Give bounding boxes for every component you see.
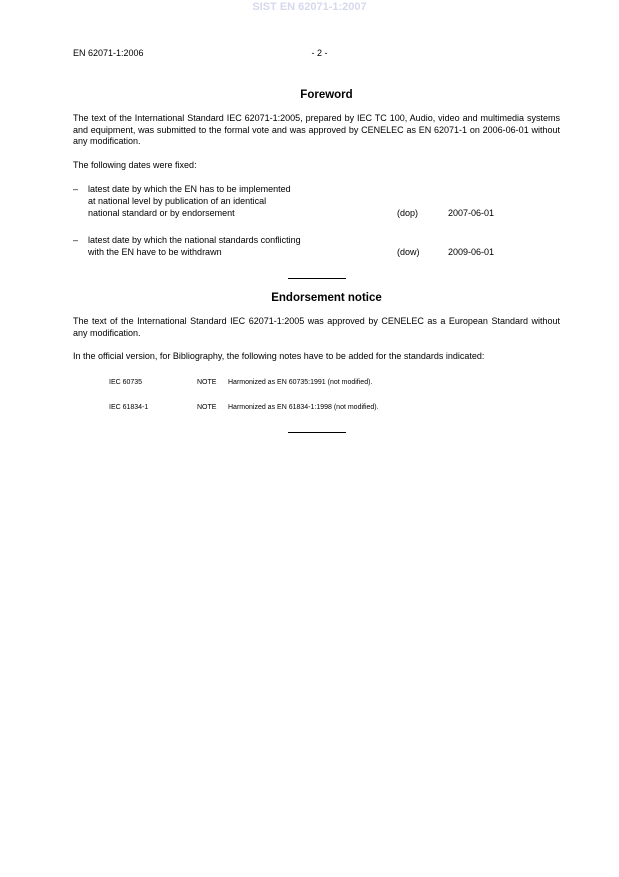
endorsement-title: Endorsement notice	[271, 292, 382, 304]
note-label: NOTE	[197, 379, 217, 386]
dow-abbr: (dow)	[397, 247, 420, 257]
note-standard: IEC 60735	[109, 379, 143, 386]
dates-intro: The following dates were fixed:	[73, 160, 197, 170]
note-standard: IEC 61834-1	[109, 404, 149, 411]
bibliography-intro: In the official version, for Bibliography, the following notes have to be added for the standards indicated:	[73, 351, 485, 361]
section-divider	[288, 278, 346, 279]
note-body: Harmonized as EN 61834-1:1998 (not modified).	[228, 404, 379, 411]
dow-line-2: with the EN have to be withdrawn	[88, 247, 222, 257]
note-text	[197, 403, 379, 412]
note-body: Harmonized as EN 60735:1991 (not modified).	[228, 379, 373, 386]
note-label: NOTE	[197, 404, 217, 411]
header-page-number: - 2 -	[311, 48, 328, 58]
dop-line-2: at national level by publication of an identical	[88, 196, 267, 206]
foreword-paragraph: The text of the International Standard IEC 62071-1:2005, prepared by IEC TC 100, Audio, video and multimedia systems and equipment, was submitted to the formal vote and was approved by CENELEC as EN 62071-1 on 2006-06-01 without any modification.	[73, 113, 560, 146]
dop-abbr: (dop)	[397, 208, 419, 218]
endorsement-paragraph: The text of the International Standard IEC 62071-1:2005 was approved by CENELEC as a European Standard without any modification.	[73, 316, 560, 338]
note-text	[197, 378, 372, 387]
list-dash: –	[73, 235, 79, 245]
list-dash: –	[73, 184, 79, 194]
dop-line-3: national standard or by endorsement	[88, 208, 235, 218]
dow-line-1: latest date by which the national standards conflicting	[88, 235, 301, 245]
foreword-title: Foreword	[300, 89, 353, 101]
dop-line-1: latest date by which the EN has to be implemented	[88, 184, 291, 194]
end-divider	[288, 432, 346, 433]
dow-date: 2009-06-01	[448, 247, 495, 257]
watermark: SIST EN 62071-1:2007	[252, 1, 367, 13]
header-doc-id: EN 62071-1:2006	[73, 48, 144, 58]
dop-date: 2007-06-01	[448, 208, 495, 218]
